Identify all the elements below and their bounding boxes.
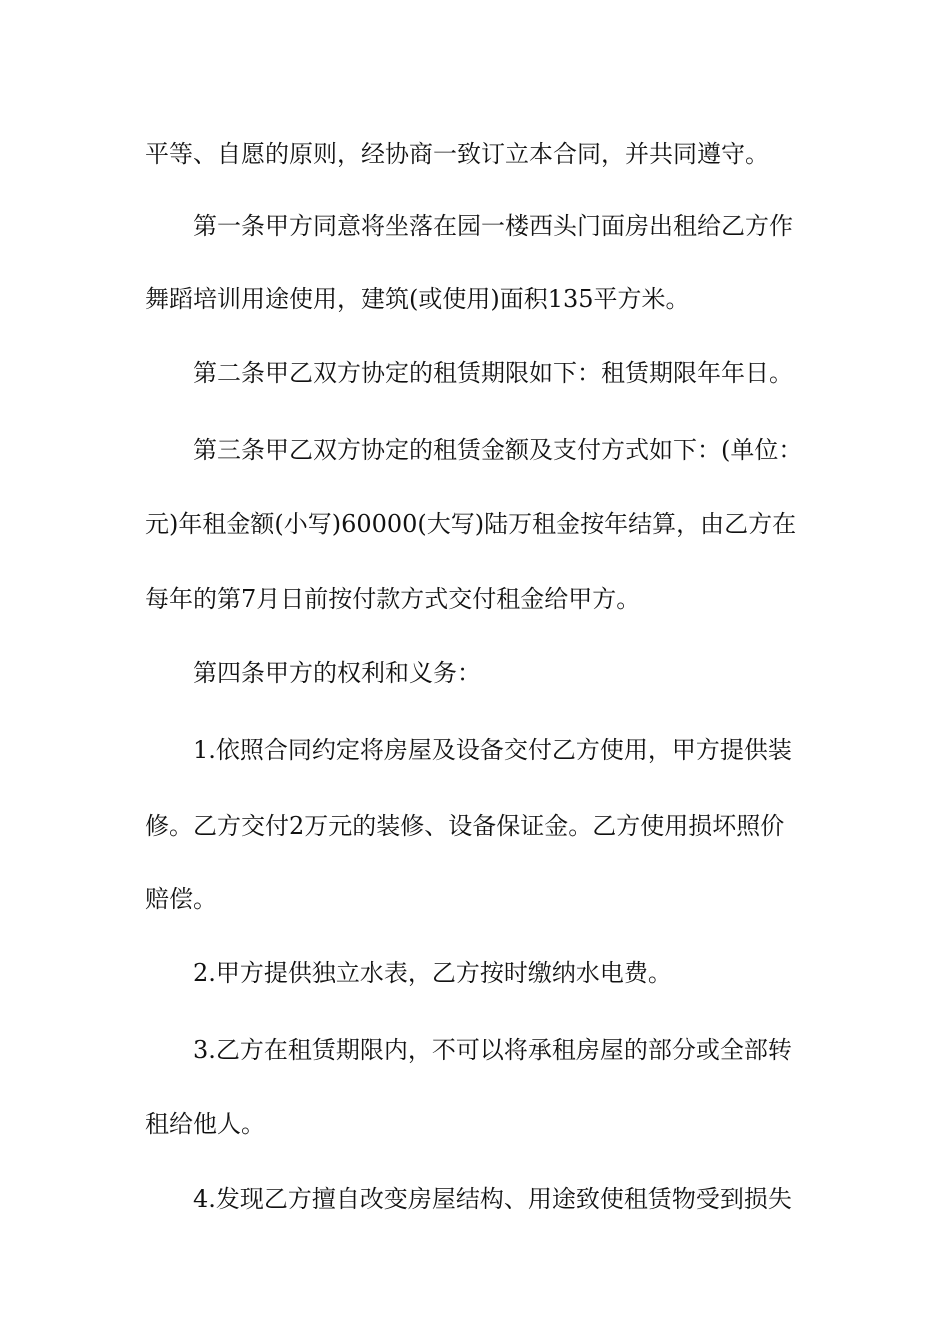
text-line-13: 3.乙方在租赁期限内，不可以将承租房屋的部分或全部转 — [193, 1036, 792, 1064]
text-line-9: 1.依照合同约定将房屋及设备交付乙方使用，甲方提供装 — [193, 736, 792, 764]
text-line-11: 赔偿。 — [145, 885, 217, 913]
text-line-6: 元)年租金额(小写)60000(大写)陆万租金按年结算，由乙方在 — [145, 510, 797, 538]
text-line-10: 修。乙方交付2万元的装修、设备保证金。乙方使用损坏照价 — [145, 812, 785, 840]
text-line-4: 第二条甲乙双方协定的租赁期限如下：租赁期限年年日。 — [193, 359, 793, 387]
text-line-3: 舞蹈培训用途使用，建筑(或使用)面积135平方米。 — [145, 285, 690, 313]
text-line-7: 每年的第7月日前按付款方式交付租金给甲方。 — [145, 585, 641, 613]
text-line-15: 4.发现乙方擅自改变房屋结构、用途致使租赁物受到损失 — [193, 1185, 792, 1213]
text-line-12: 2.甲方提供独立水表，乙方按时缴纳水电费。 — [193, 959, 672, 987]
text-line-8: 第四条甲方的权利和义务： — [193, 659, 481, 687]
text-line-14: 租给他人。 — [145, 1110, 265, 1138]
text-line-2: 第一条甲方同意将坐落在园一楼西头门面房出租给乙方作 — [193, 212, 793, 240]
text-line-5: 第三条甲乙双方协定的租赁金额及支付方式如下：(单位： — [193, 436, 803, 464]
text-line-1: 平等、自愿的原则，经协商一致订立本合同，并共同遵守。 — [145, 140, 769, 168]
